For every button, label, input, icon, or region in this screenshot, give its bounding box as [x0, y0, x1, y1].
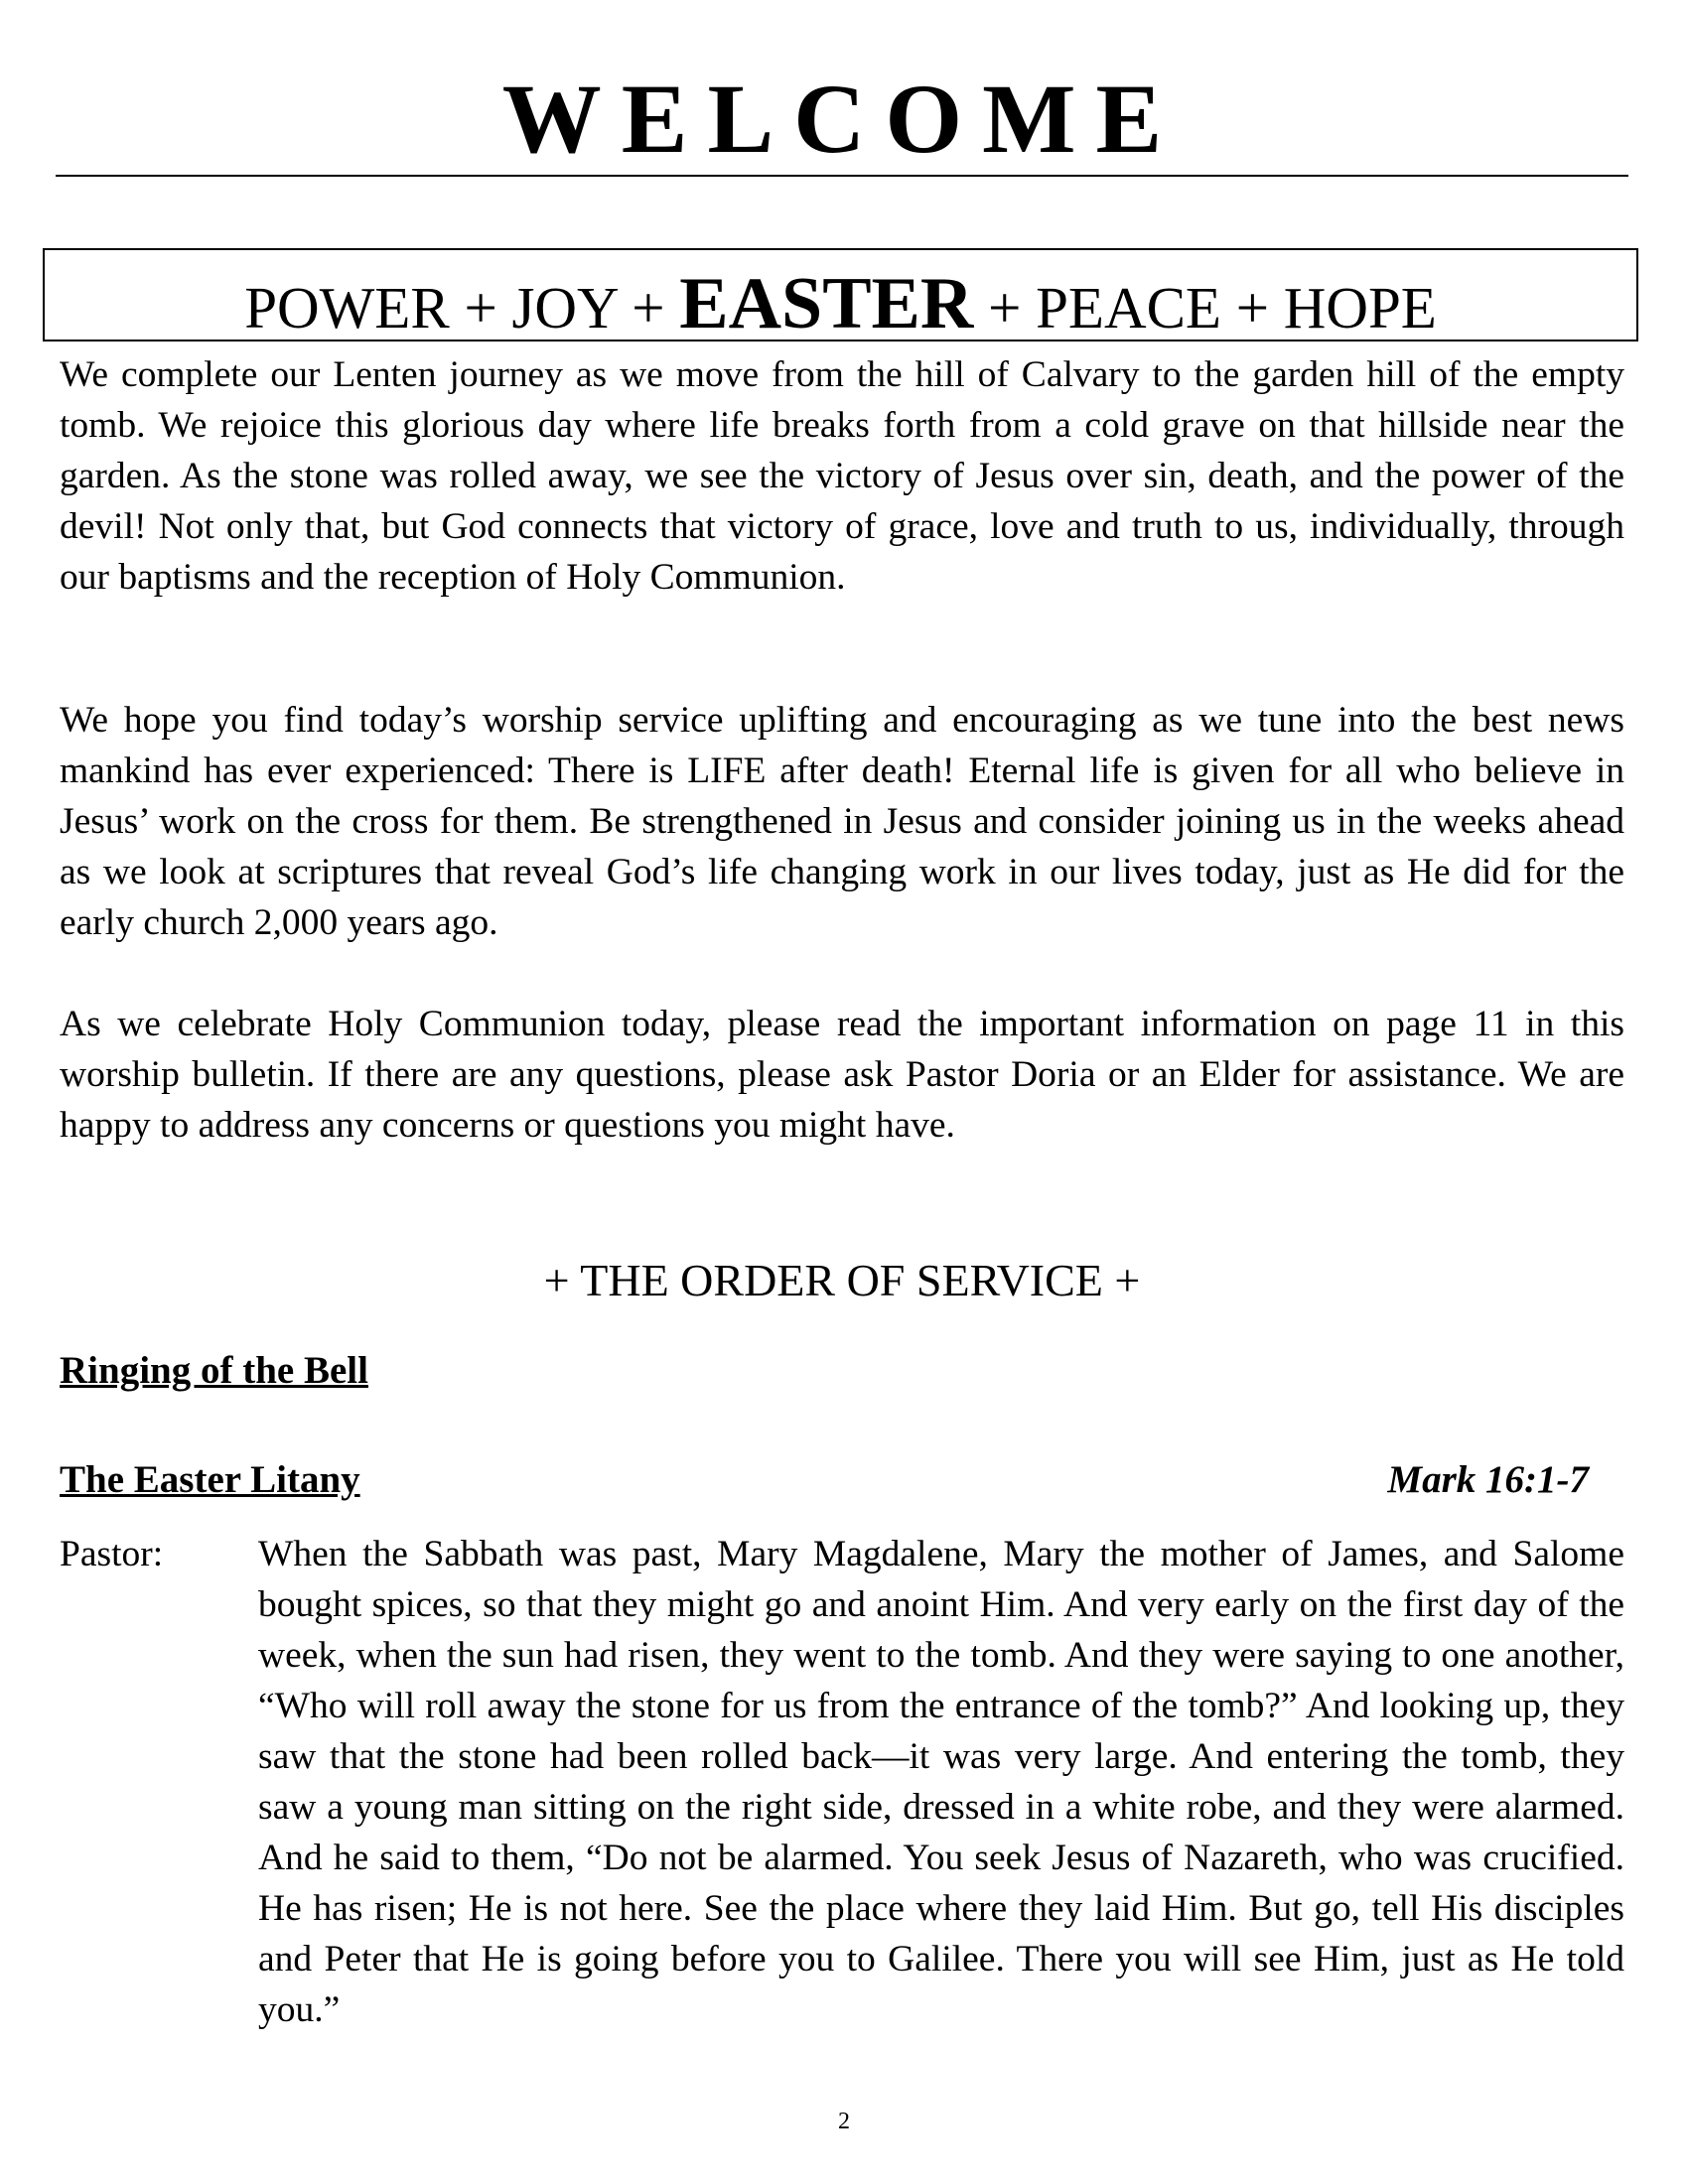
- banner-before: POWER + JOY +: [244, 275, 680, 341]
- banner-emphasis: EASTER: [679, 263, 974, 344]
- litany-heading: The Easter Litany: [60, 1458, 360, 1501]
- order-of-service-heading: + THE ORDER OF SERVICE +: [543, 1255, 1141, 1305]
- welcome-paragraph-3: As we celebrate Holy Communion today, please read the important information on page 11 in this worship bulletin. If there are any questions, please ask Pastor Doria or an Elder for assistance. We are happy to address any concerns or questions you might have.: [60, 1004, 1624, 1146]
- welcome-paragraph-1: We complete our Lenten journey as we move from the hill of Calvary to the garden hill of the empty tomb. We rejoice this glorious day where life breaks forth from a cold grave on that hillside near the garden. As the stone was rolled away, we see the victory of Jesus over sin, death, and the power of the devil! Not only that, but God connects that victory of grace, love and truth to us, individually, through our baptisms and the reception of Holy Communion.: [60, 354, 1624, 598]
- page-number: 2: [838, 2109, 850, 2134]
- litany-reference: Mark 16:1-7: [1387, 1458, 1589, 1501]
- banner-text: [244, 263, 1437, 344]
- litany-text: When the Sabbath was past, Mary Magdalene, Mary the mother of James, and Salome bought spices, so that they might go and anoint Him. And very early on the first day of the week, when the sun had risen, they went to the tomb. And they were saying to one another, “Who will roll away the stone for us from the entrance of the tomb?” And looking up, they saw that the stone had been rolled back—it was very large. And entering the tomb, they saw a young man sitting on the right side, dressed in a white robe, and they were alarmed. And he said to them, “Do not be alarmed. You seek Jesus of Nazareth, who was crucified. He has risen; He is not here. See the place where they laid Him. But go, tell His disciples and Peter that He is going before you to Galilee. There you will see Him, just as He told you.”: [258, 1534, 1624, 2030]
- bell-heading: Ringing of the Bell: [60, 1349, 368, 1392]
- litany-speaker: Pastor:: [60, 1534, 164, 1574]
- welcome-paragraph-2: We hope you find today’s worship service uplifting and encouraging as we tune into the best news mankind has ever experienced: There is LIFE after death! Eternal life is given for all who believe in Jesus’ work on the cross for them. Be strengthened in Jesus and consider joining us in the weeks ahead as we look at scriptures that reveal God’s life changing work in our lives today, just as He did for the early church 2,000 years ago.: [60, 700, 1624, 943]
- title-divider: [56, 175, 1628, 177]
- theme-banner: [43, 248, 1638, 344]
- page-title: WELCOME: [501, 64, 1183, 174]
- banner-after: + PEACE + HOPE: [973, 275, 1437, 341]
